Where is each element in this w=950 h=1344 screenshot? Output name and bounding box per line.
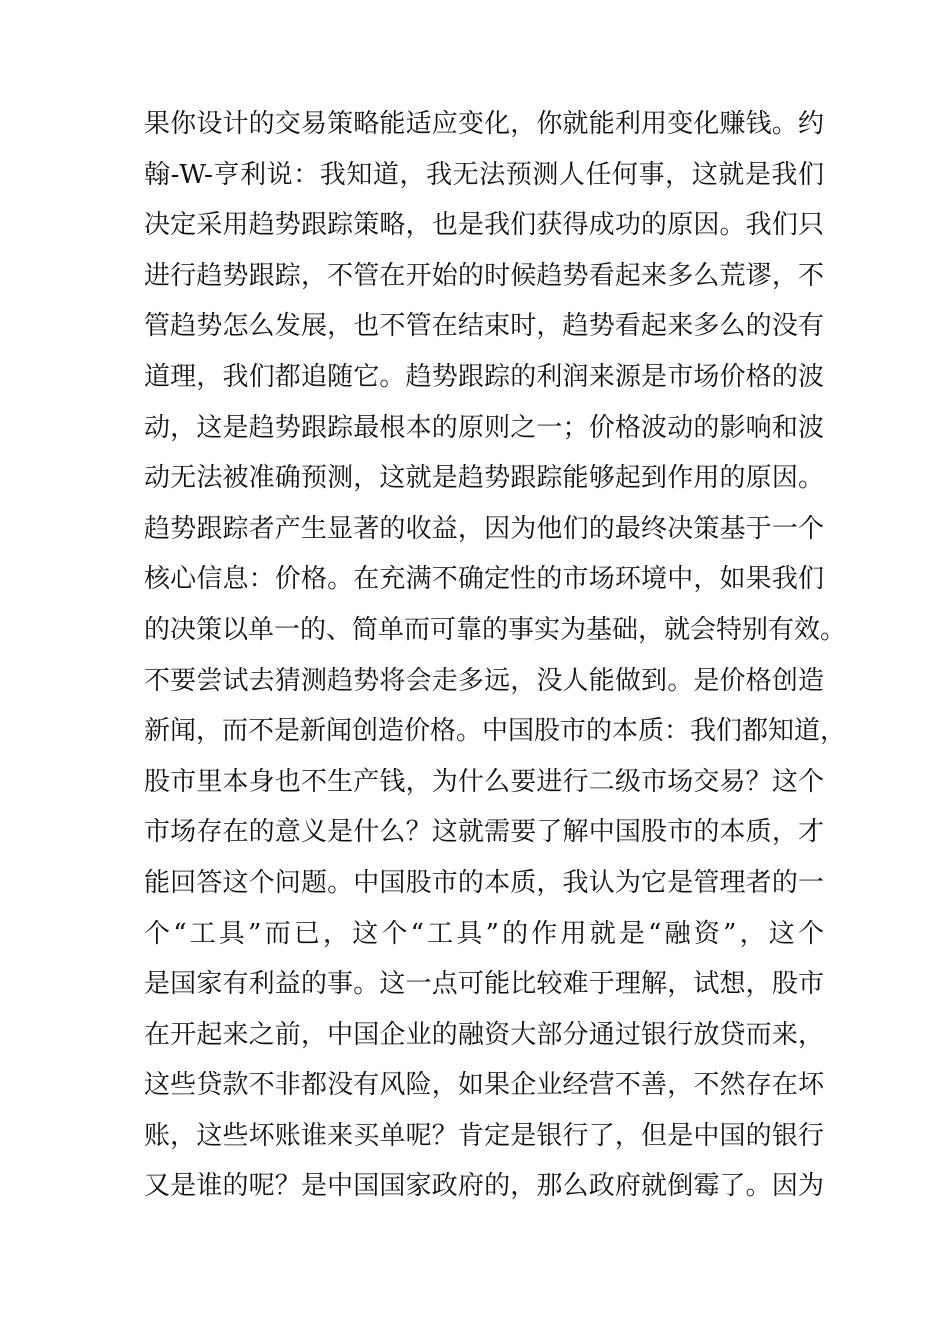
text-line: 市场存在的意义是什么？这就需要了解中国股市的本质，才 <box>144 817 824 848</box>
text-line: 动，这是趋势跟踪最根本的原则之一；价格波动的影响和波 <box>144 412 824 443</box>
text-line: 能回答这个问题。中国股市的本质，我认为它是管理者的一 <box>144 867 824 898</box>
body-paragraph <box>144 99 847 1212</box>
text-line: 核心信息：价格。在充满不确定性的市场环境中，如果我们 <box>144 564 824 595</box>
text-line: 动无法被准确预测，这就是趋势跟踪能够起到作用的原因。 <box>144 463 824 494</box>
text-line: 果你设计的交易策略能适应变化，你就能利用变化赚钱。约 <box>144 109 824 139</box>
text-line: 这些贷款不非都没有风险，如果企业经营不善，不然存在坏 <box>144 1070 824 1101</box>
text-line: 趋势跟踪者产生显著的收益，因为他们的最终决策基于一个 <box>144 513 824 544</box>
text-line: 在开起来之前，中国企业的融资大部分通过银行放贷而来， <box>144 1019 824 1050</box>
text-line: 不要尝试去猜测趋势将会走多远，没人能做到。是价格创造 <box>144 665 824 696</box>
text-line: 道理，我们都追随它。趋势跟踪的利润来源是市场价格的波 <box>144 361 824 392</box>
text-line: 个“工具”而已，这个“工具”的作用就是“融资”，这个 <box>144 918 824 949</box>
text-line: 账，这些坏账谁来买单呢？肯定是银行了，但是中国的银行 <box>144 1120 824 1151</box>
text-line: 管趋势怎么发展，也不管在结束时，趋势看起来多么的没有 <box>144 311 824 342</box>
text-line: 又是谁的呢？是中国国家政府的，那么政府就倒霉了。因为 <box>144 1171 824 1202</box>
text-line: 翰-W-亨利说：我知道，我无法预测人任何事，这就是我们 <box>144 159 824 190</box>
text-line: 新闻，而不是新闻创造价格。中国股市的本质：我们都知道， <box>144 716 847 747</box>
text-line: 股市里本身也不生产钱，为什么要进行二级市场交易？这个 <box>144 766 824 797</box>
text-line: 决定采用趋势跟踪策略，也是我们获得成功的原因。我们只 <box>144 210 824 241</box>
text-line: 的决策以单一的、简单而可靠的事实为基础，就会特别有效。 <box>144 614 847 645</box>
text-line: 进行趋势跟踪，不管在开始的时候趋势看起来多么荒谬，不 <box>144 260 824 291</box>
text-line: 是国家有利益的事。这一点可能比较难于理解，试想，股市 <box>144 969 824 1000</box>
